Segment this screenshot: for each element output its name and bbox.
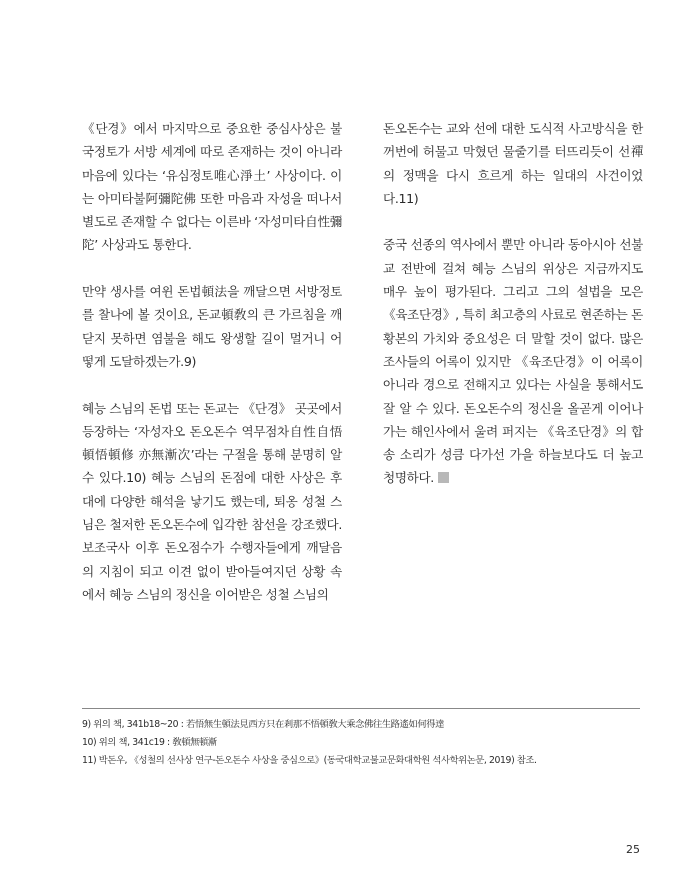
footnotes [82, 716, 640, 769]
paragraph-text: 중국 선종의 역사에서 뿐만 아니라 동아시아 선불교 전반에 걸쳐 혜능 스님의 위상은 지금까지도 매우 높이 평가된다. 그리고 그의 설법을 모은 《육조단경》, 특히 최고층의 사료로 현존하는 돈황본의 가치와 중요성은 더 말할 것이 없다. 많은 조사들의 어록이 있지만 《육조단경》이 어록이 아니라 경으로 전해지고 있다는 사실을 통해서도 잘 알 수 있다. 돈오돈수의 정신을 올곧게 이어나가는 해인사에서 울려 퍼지는 《육조단경》의 합송 소리가 성큼 다가선 가을 하늘보다도 더 높고 청명하다. [383, 237, 643, 486]
page-number: 25 [626, 843, 640, 856]
paragraph: 《단경》에서 마지막으로 중요한 중심사상은 불국정토가 서방 세계에 따로 존재하는 것이 아니라 마음에 있다는 ‘유심정토唯心淨土’ 사상이다. 이는 아미타불阿彌陀佛 또한 마음과 자성을 떠나서 별도로 존재할 수 없다는 이른바 ‘자성미타自性彌陀’ 사상과도 통한다. [82, 121, 342, 253]
paragraph-last [383, 233, 643, 489]
end-of-article-square-icon [438, 472, 449, 483]
right-column [383, 117, 643, 490]
paragraph: 혜능 스님의 돈법 또는 돈교는 《단경》 곳곳에서 등장하는 ‘자성자오 돈오돈수 역무점차自性自悟頓悟頓修 亦無漸次’라는 구절을 통해 분명히 알 수 있다.10) 혜능 스님의 돈점에 대한 사상은 후대에 다양한 해석을 낳기도 했는데, 퇴옹 성철 스님은 철저한 돈오돈수에 입각한 참선을 강조했다. 보조국사 이후 돈오점수가 수행자들에게 깨달음의 지침이 되고 이견 없이 받아들여지던 상황 속에서 혜능 스님의 정신을 이어받은 성철 스님의 [82, 400, 342, 602]
paragraph: 만약 생사를 여윈 돈법頓法을 깨달으면 서방정토를 찰나에 볼 것이요, 돈교頓敎의 큰 가르침을 깨닫지 못하면 염불을 해도 왕생할 길이 멀거니 어떻게 도달하겠는가.9) [82, 284, 342, 369]
footnote-divider [82, 708, 640, 709]
paragraph: 돈오돈수는 교와 선에 대한 도식적 사고방식을 한꺼번에 허물고 막혔던 물줄기를 터뜨리듯이 선禪의 정맥을 다시 흐르게 하는 일대의 사건이었다.11) [383, 121, 643, 206]
footnote-item: 9) 위의 책, 341b18~20 : 若悟無生頓法見西方只在剎那不悟頓敎大乘念佛往生路遙如何得達 [82, 719, 445, 730]
left-column [82, 117, 342, 606]
footnote-item: 10) 위의 책, 341c19 : 敎頓無頓漸 [82, 736, 217, 748]
footnote-item: 11) 박돈우, 《성철의 선사상 연구-돈오돈수 사상을 중심으로》(동국대학교불교문화대학원 석사학위논문, 2019) 참조. [82, 754, 537, 766]
